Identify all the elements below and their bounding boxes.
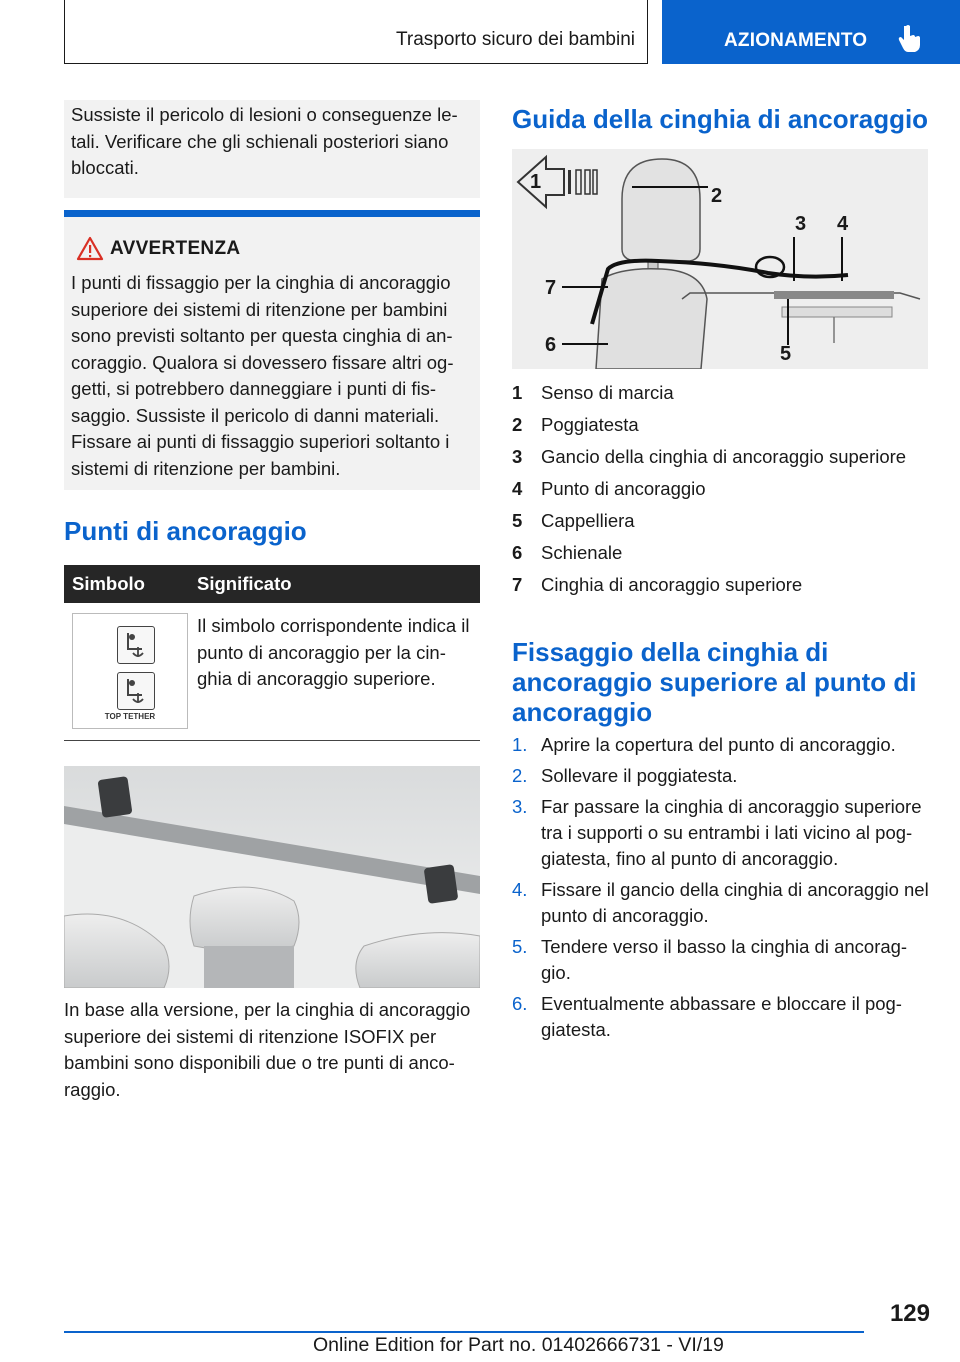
symbol-cell bbox=[64, 603, 189, 734]
list-item: 7 Cinghia di ancoraggio superiore bbox=[512, 574, 803, 595]
header-section-title: Trasporto sicuro dei bambini bbox=[395, 29, 635, 50]
diagram-label-6: 6 bbox=[545, 334, 557, 356]
steps-list bbox=[512, 732, 930, 1048]
header-section-box bbox=[64, 0, 648, 64]
header-chapter-tab[interactable] bbox=[662, 0, 960, 64]
diagram-label-5: 5 bbox=[780, 343, 792, 365]
list-item: 6 Schienale bbox=[512, 542, 623, 563]
step-item: 3. Far passare la cinghia di ancoraggio superiore tra i supporti o su entrambi i lati vicino al pog-giatesta, fino al punto di ancoraggio. bbox=[512, 796, 922, 869]
table-header-symbol: Simbolo bbox=[64, 565, 189, 603]
section-title-fixing-strap: Fissaggio della cinghia di ancoraggio superiore al punto di ancoraggio bbox=[512, 637, 917, 727]
rear-shelf-anchor-photo bbox=[64, 766, 480, 988]
step-item: 5. Tendere verso il basso la cinghia di ancorag-gio. bbox=[512, 936, 908, 983]
diagram-label-1: 1 bbox=[530, 171, 542, 193]
symbol-frame bbox=[72, 613, 188, 729]
diagram-label-3: 3 bbox=[795, 213, 807, 235]
warning-text: I punti di fissaggio per la cinghia di ancoraggio superiore dei sistemi di ritenzione per bambini sono previsti soltanto per questa cinghia di an-coraggio. Qualora si dovessero fissare altri og-getti, si potrebbero danneggiare i punti di fis-saggio. Sussiste il pericolo di danni materiali. Fissare ai punti di fissaggio superiori soltanto i sistemi di ritenzione per bambini. bbox=[71, 272, 454, 479]
hand-pointer-icon bbox=[898, 24, 922, 54]
intro-note-text: Sussiste il pericolo di lesioni o conseguenze le-tali. Verificare che gli schienali posteriori siano bloccati. bbox=[71, 104, 458, 178]
top-tether-caption: TOP TETHER bbox=[104, 712, 156, 721]
table-row bbox=[64, 603, 480, 734]
step-item: 2. Sollevare il poggiatesta. bbox=[512, 765, 738, 786]
table-bottom-rule bbox=[64, 740, 480, 741]
warning-box bbox=[64, 217, 480, 490]
diagram-label-4: 4 bbox=[837, 213, 849, 235]
section-title-anchor-points: Punti di ancoraggio bbox=[64, 516, 307, 546]
diagram-label-2: 2 bbox=[711, 185, 723, 207]
top-tether-icon bbox=[117, 672, 155, 710]
strap-routing-diagram bbox=[512, 149, 928, 369]
page-number: 129 bbox=[889, 1300, 930, 1327]
warning-title: AVVERTENZA bbox=[110, 238, 241, 259]
symbol-table-header bbox=[64, 565, 480, 603]
symbol-table bbox=[64, 565, 480, 734]
list-item: 3 Gancio della cinghia di ancoraggio superiore bbox=[512, 446, 907, 467]
diagram-label-7: 7 bbox=[545, 277, 557, 299]
step-item: 1. Aprire la copertura del punto di ancoraggio. bbox=[512, 734, 896, 755]
footer-rule bbox=[64, 1331, 864, 1333]
list-item: 4 Punto di ancoraggio bbox=[512, 478, 706, 499]
diagram-legend bbox=[512, 380, 932, 604]
anchor-points-body-text: In base alla versione, per la cinghia di ancoraggio superiore dei sistemi di ritenzione ISOFIX per bambini sono disponibili due o tre punti di anco-raggio. bbox=[64, 999, 471, 1100]
list-item: 5 Cappelliera bbox=[512, 510, 635, 531]
footer-edition[interactable]: Online Edition for Part no. 01402666731 - VI/19 bbox=[313, 1334, 724, 1356]
header-chapter-title: AZIONAMENTO bbox=[724, 30, 868, 51]
table-header-meaning: Significato bbox=[189, 565, 480, 603]
intro-note-box bbox=[64, 100, 480, 198]
section-title-strap-routing: Guida della cinghia di ancoraggio bbox=[512, 104, 929, 134]
warning-top-rule bbox=[64, 210, 480, 217]
list-item: 2 Poggiatesta bbox=[512, 414, 639, 435]
child-seat-anchor-icon bbox=[117, 626, 155, 664]
list-item: 1 Senso di marcia bbox=[512, 382, 674, 403]
step-item: 6. Eventualmente abbassare e bloccare il pog-giatesta. bbox=[512, 993, 902, 1040]
step-item: 4. Fissare il gancio della cinghia di ancoraggio nel punto di ancoraggio. bbox=[512, 879, 929, 926]
warning-triangle-icon bbox=[76, 236, 104, 261]
meaning-cell: Il simbolo corrispondente indica il punto di ancoraggio per la cin-ghia di ancoraggio superiore. bbox=[197, 615, 470, 689]
